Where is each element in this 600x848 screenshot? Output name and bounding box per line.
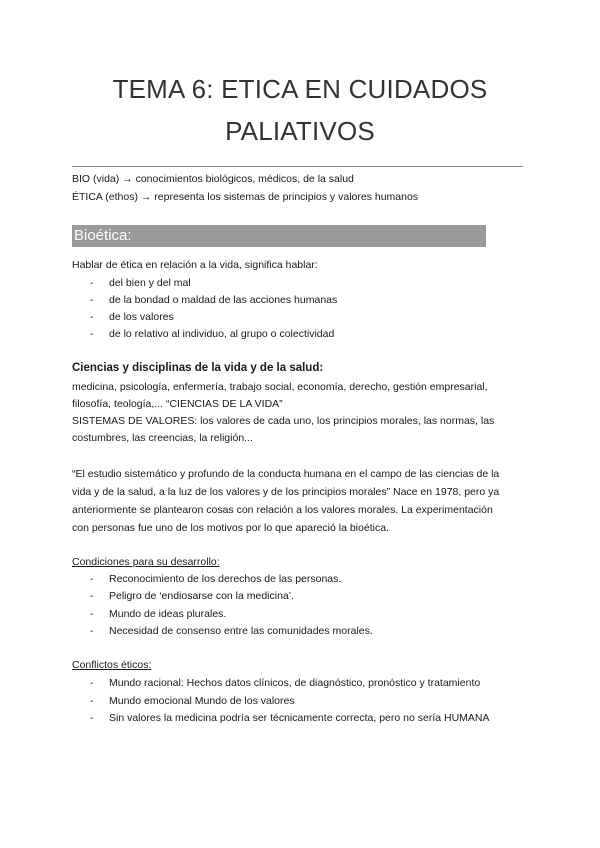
page-title-line-1: TEMA 6: ETICA EN CUIDADOS — [112, 74, 488, 104]
bullet-marker: - — [90, 677, 94, 689]
bullet-marker: - — [90, 311, 94, 323]
page-title-line-2: PALIATIVOS — [225, 116, 375, 146]
ciencias-line: costumbres, las creencias, la religión... — [72, 432, 253, 444]
bioetica-lead: Hablar de ética en relación a la vida, significa hablar: — [72, 259, 318, 271]
bullet-marker: - — [90, 695, 94, 707]
bullet-marker: - — [90, 328, 94, 340]
intro-etica-line: ÉTICA (ethos) → representa los sistemas de principios y valores humanos — [72, 191, 419, 203]
quote-line: “El estudio sistemático y profundo de la conducta humana en el campo de las ciencias de la — [72, 468, 500, 480]
bullet-marker: - — [90, 625, 94, 637]
bullet-marker: - — [90, 590, 94, 602]
conflictos-heading: Conflictos éticos: — [72, 659, 152, 671]
quote-line: vida y de la salud, a la luz de los valores y de los principios morales” Nace en 1978, pero ya — [72, 486, 500, 498]
list-item: del bien y del mal — [109, 277, 191, 289]
bullet-marker: - — [90, 608, 94, 620]
ciencias-line: SISTEMAS DE VALORES: los valores de cada uno, los principios morales, las normas, las — [72, 415, 495, 427]
list-item: Necesidad de consenso entre las comunidades morales. — [109, 625, 373, 637]
list-item: Mundo de ideas plurales. — [109, 608, 227, 620]
bullet-marker: - — [90, 294, 94, 306]
list-item: de los valores — [109, 311, 174, 323]
intro-bio-line: BIO (vida) → conocimientos biológicos, médicos, de la salud — [72, 173, 354, 185]
bullet-marker: - — [90, 277, 94, 289]
bullet-marker: - — [90, 712, 94, 724]
list-item: de la bondad o maldad de las acciones humanas — [109, 294, 338, 306]
condiciones-heading: Condiciones para su desarrollo: — [72, 556, 220, 568]
list-item: Peligro de ‘endiosarse con la medicina’. — [109, 590, 295, 602]
list-item: de lo relativo al individuo, al grupo o colectividad — [109, 328, 335, 340]
bullet-marker: - — [90, 573, 94, 585]
section-heading-bioetica: Bioética: — [72, 225, 486, 247]
list-item: Sin valores la medicina podría ser técnicamente correcta, pero no sería HUMANA — [109, 712, 490, 724]
ciencias-line: medicina, psicología, enfermería, trabajo social, economía, derecho, gestión empresarial, — [72, 381, 488, 393]
list-item: Reconocimiento de los derechos de las personas. — [109, 573, 342, 585]
ciencias-heading: Ciencias y disciplinas de la vida y de la salud: — [72, 362, 324, 374]
quote-line: anteriormente se plantearon cosas con relación a los valores morales. La experimentación — [72, 504, 493, 516]
title-divider — [72, 166, 523, 167]
ciencias-line: filosofía, teología,... “CIENCIAS DE LA VIDA” — [72, 398, 283, 410]
list-item: Mundo emocional Mundo de los valores — [109, 695, 295, 707]
quote-line: con personas fue uno de los motivos por lo que apareció la bioética. — [72, 522, 389, 534]
list-item: Mundo racional: Hechos datos clínicos, de diagnóstico, pronóstico y tratamiento — [109, 677, 481, 689]
